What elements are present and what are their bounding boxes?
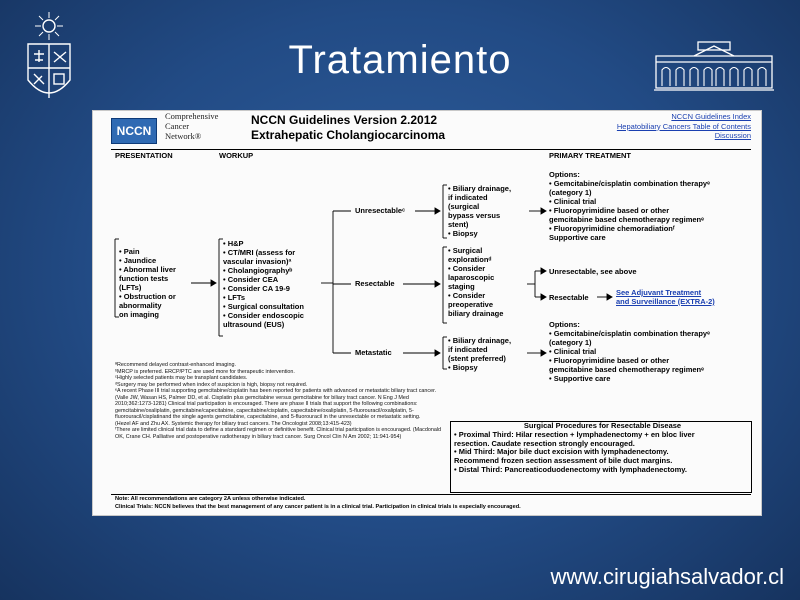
surgical-procedures-box: Surgical Procedures for Resectable Disease • Proximal Third: Hilar resection + lymphadenectomy + en bloc liver resection. Caudate resection strongly encouraged. • Mid Third: Major bile duct excision with lymphadenectomy. Recommend frozen section assessment of bile duct margins. • Distal Third: Pancreaticoduodenectomy with lymphadenectomy. <box>450 421 752 493</box>
branch-unresectable: Unresectableᶜ <box>355 206 405 215</box>
website-url: www.cirugiahsalvador.cl <box>550 564 784 589</box>
column-header-presentation: PRESENTATION <box>115 151 173 160</box>
resectable-treatment: • Surgical explorationᵈ • Consider laparoscopic staging • Consider preoperative biliary drainage <box>448 246 504 318</box>
nccn-guideline-page <box>92 110 762 516</box>
guideline-title: NCCN Guidelines Version 2.2012 Extrahepatic Cholangiocarcinoma <box>251 113 446 142</box>
column-header-primary: PRIMARY TREATMENT <box>549 151 631 160</box>
branch-resectable: Resectable <box>355 279 395 288</box>
link-discussion[interactable]: Discussion <box>714 131 751 140</box>
slide-title: Tratamiento <box>288 38 512 82</box>
unresectable-see-above: Unresectable, see above <box>549 267 637 276</box>
network-name: Comprehensive Cancer Network® <box>165 111 219 141</box>
link-table-of-contents[interactable]: Hepatobiliary Cancers Table of Contents <box>616 121 751 131</box>
adjuvant-link[interactable]: See Adjuvant Treatment and Surveillance (EXTRA-2) <box>616 288 715 306</box>
nccn-logo: NCCN <box>111 118 157 144</box>
branch-metastatic: Metastatic <box>355 348 392 357</box>
resectable-outcome: Resectable <box>549 293 589 302</box>
column-header-workup: WORKUP <box>219 151 254 160</box>
options-metastatic: Options: • Gemcitabine/cisplatin combination therapyᵉ (category 1) • Clinical trial • Fluoropyrimidine based or other gemcitabine based chemotherapy regimenᵉ • Supportive care <box>549 320 710 383</box>
hospital-building-icon <box>652 40 776 92</box>
surgical-heading: Surgical Procedures for Resectable Disease <box>523 421 682 430</box>
footnotes: ªRecommend delayed contrast-enhanced imaging. ᵇMRCP is preferred. ERCP/PTC are used more for therapeutic intervention. ᶜHighly selected patients may be transplant candidates. ᵈSurgery may be performed when index of suspicion is high, biopsy not required. ᵉA recent Phase III trial supporting gemcitabine/cisplatin has been reported for patients with advanced or metastatic biliary tract cancer. (Valle JW, Wasan HS, Palmer DD, et al. Cisplatin plus gemcitabine versus gemcitabine for biliary tract cancer. N Eng J Med 2010;362:1273-1281) Clinical trial participation is encouraged. There are phase II trials that support the following combinations: gemcitabine/oxaliplatin, gemcitabine/capecitabine, capecitabine/cisplatin, capecitabine/oxaliplatin, 5-fluorouracil/oxaliplatin, 5-fluorouracil/cisplatinand the single agents gemcitabine, capecitabine, and 5-fluorouracil in the unresectable or metastatic setting. (Hezel AF and Zhu AX. Systemic therapy for biliary tract cancers. The Oncologist 2008;13:415-423) ᶠThere are limited clinical trial data to define a standard regimen or definitive benefit. Clinical trial participation is encouraged. (Macdonald OK, Crane CH. Palliative and postoperative radiotherapy in biliary tract cancer. Surg Oncol Clin N Am 2002; 11:941-954) <box>115 362 442 440</box>
metastatic-treatment: • Biliary drainage, if indicated (stent preferred) • Biopsy <box>448 336 512 372</box>
guideline-note: Note: All recommendations are category 2A unless otherwise indicated. Clinical Trials: NCCN believes that the best management of any cancer patient is in a clinical trial. Participation in clinical trials is especially encouraged. <box>111 494 751 514</box>
presentation-list: • Pain • Jaundice • Abnormal liver function tests (LFTs) • Obstruction or abnormality on imaging <box>119 247 176 319</box>
options-unresectable: Options: • Gemcitabine/cisplatin combination therapyᵉ (category 1) • Clinical trial • Fluoropyrimidine based or other gemcitabine based chemotherapy regimenᵉ • Fluoropyrimidine chemoradiationᶠ Supportive care <box>549 170 710 242</box>
workup-list: • H&P • CT/MRI (assess for vascular invasion)ª • Cholangiographyᵇ • Consider CEA • Consider CA 19-9 • LFTs • Surgical consultation • Consider endoscopic ultrasound (EUS) <box>223 239 304 329</box>
link-guidelines-index[interactable]: NCCN Guidelines Index <box>671 112 751 121</box>
unresectable-treatment: • Biliary drainage, if indicated (surgical bypass versus stent) • Biopsy <box>448 184 512 238</box>
